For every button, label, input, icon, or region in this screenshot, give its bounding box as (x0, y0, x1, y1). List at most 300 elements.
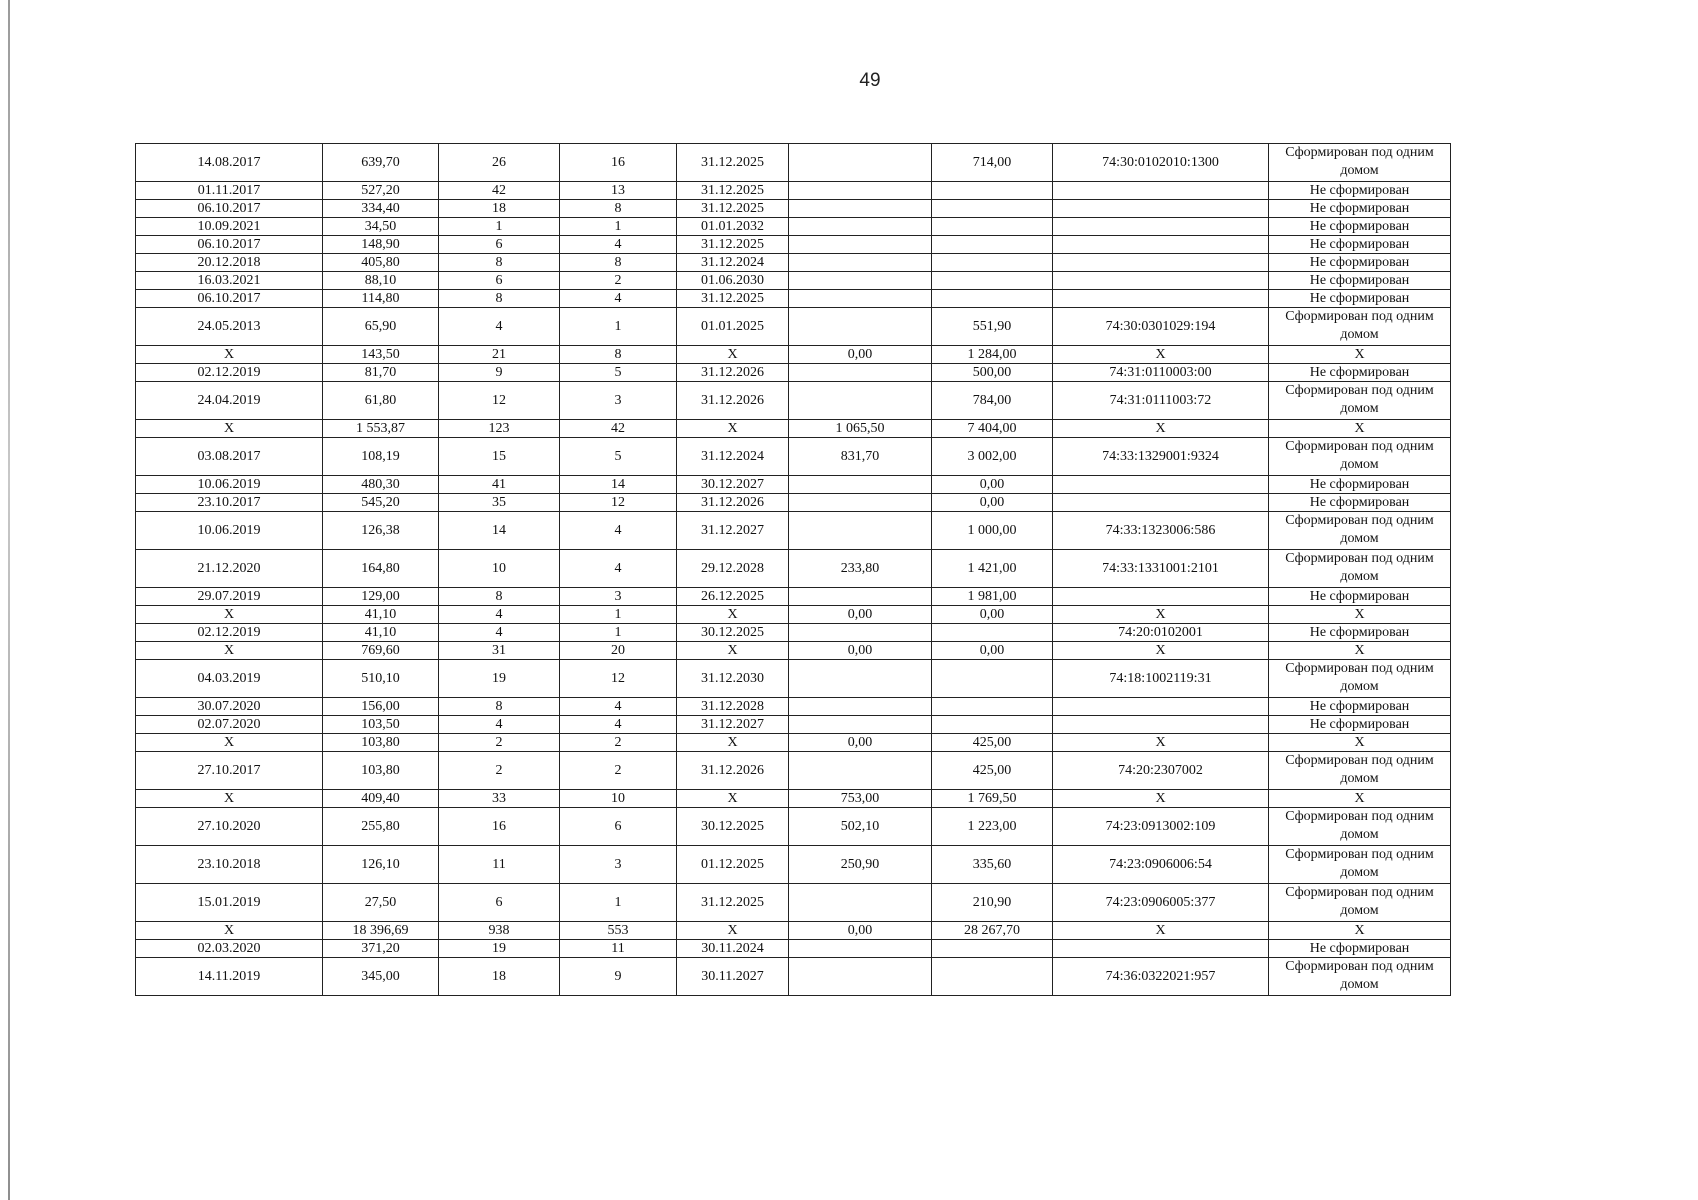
cell-date: 23.10.2017 (136, 494, 323, 512)
cell-count-a: 18 (439, 958, 560, 996)
cell-value (932, 958, 1053, 996)
cell-deadline: 31.12.2025 (677, 200, 789, 218)
cell-date: 29.07.2019 (136, 588, 323, 606)
cell-status: X (1269, 790, 1451, 808)
cell-amount: 0,00 (789, 606, 932, 624)
cell-deadline: X (677, 606, 789, 624)
cell-count-b: 2 (560, 734, 677, 752)
cell-amount (789, 182, 932, 200)
cell-date: X (136, 734, 323, 752)
table-row (136, 716, 1451, 734)
cell-area: 126,10 (323, 846, 439, 884)
cell-count-b: 4 (560, 290, 677, 308)
cell-deadline: X (677, 922, 789, 940)
cell-count-a: 6 (439, 884, 560, 922)
cell-deadline: 01.01.2032 (677, 218, 789, 236)
cell-cadastral-number: 74:23:0913002:109 (1053, 808, 1269, 846)
cell-status: Сформирован под одним домом (1269, 808, 1451, 846)
cell-cadastral-number (1053, 182, 1269, 200)
cell-area: 103,80 (323, 734, 439, 752)
cell-date: X (136, 606, 323, 624)
cell-count-b: 4 (560, 236, 677, 254)
cell-status: Сформирован под одним домом (1269, 382, 1451, 420)
cell-cadastral-number: X (1053, 642, 1269, 660)
cell-area: 114,80 (323, 290, 439, 308)
cell-date: 10.06.2019 (136, 512, 323, 550)
table-row (136, 200, 1451, 218)
cell-area: 41,10 (323, 606, 439, 624)
cell-value: 425,00 (932, 752, 1053, 790)
cell-cadastral-number (1053, 254, 1269, 272)
cell-status: Не сформирован (1269, 940, 1451, 958)
cell-amount (789, 752, 932, 790)
cell-status: X (1269, 606, 1451, 624)
cell-count-b: 3 (560, 846, 677, 884)
cell-date: 21.12.2020 (136, 550, 323, 588)
table-row (136, 884, 1451, 922)
cell-deadline: 31.12.2025 (677, 144, 789, 182)
cell-cadastral-number: 74:33:1329001:9324 (1053, 438, 1269, 476)
cell-amount (789, 218, 932, 236)
cell-date: 27.10.2020 (136, 808, 323, 846)
table-row (136, 182, 1451, 200)
cell-area: 108,19 (323, 438, 439, 476)
cell-cadastral-number: X (1053, 606, 1269, 624)
cell-count-a: 10 (439, 550, 560, 588)
cell-amount (789, 254, 932, 272)
cell-amount (789, 144, 932, 182)
cell-value: 1 284,00 (932, 346, 1053, 364)
cell-amount (789, 494, 932, 512)
cell-status: Не сформирован (1269, 624, 1451, 642)
cell-cadastral-number (1053, 716, 1269, 734)
cell-value (932, 218, 1053, 236)
cell-amount (789, 698, 932, 716)
cell-deadline: 30.12.2025 (677, 808, 789, 846)
cell-value (932, 624, 1053, 642)
cell-date: 02.03.2020 (136, 940, 323, 958)
cell-count-a: 19 (439, 660, 560, 698)
cell-count-a: 6 (439, 236, 560, 254)
cell-cadastral-number: X (1053, 790, 1269, 808)
cell-amount: 250,90 (789, 846, 932, 884)
cell-status: Сформирован под одним домом (1269, 550, 1451, 588)
cell-date: X (136, 346, 323, 364)
cell-area: 527,20 (323, 182, 439, 200)
cell-count-a: 123 (439, 420, 560, 438)
cell-amount (789, 382, 932, 420)
page-number: 49 (859, 70, 881, 91)
cell-amount: 0,00 (789, 346, 932, 364)
cell-deadline: 31.12.2026 (677, 364, 789, 382)
cell-status: Не сформирован (1269, 254, 1451, 272)
cell-cadastral-number (1053, 476, 1269, 494)
cell-count-a: 35 (439, 494, 560, 512)
cell-count-a: 15 (439, 438, 560, 476)
cell-deadline: X (677, 420, 789, 438)
cell-count-b: 16 (560, 144, 677, 182)
cell-value: 28 267,70 (932, 922, 1053, 940)
cell-count-a: 11 (439, 846, 560, 884)
cell-cadastral-number (1053, 588, 1269, 606)
cell-deadline: 30.12.2025 (677, 624, 789, 642)
cell-cadastral-number: 74:18:1002119:31 (1053, 660, 1269, 698)
cell-status: Сформирован под одним домом (1269, 660, 1451, 698)
cell-area: 81,70 (323, 364, 439, 382)
cell-area: 769,60 (323, 642, 439, 660)
cell-deadline: 30.11.2027 (677, 958, 789, 996)
table-row (136, 588, 1451, 606)
cell-value: 714,00 (932, 144, 1053, 182)
cell-date: 01.11.2017 (136, 182, 323, 200)
table-row (136, 382, 1451, 420)
cell-area: 143,50 (323, 346, 439, 364)
cell-date: 27.10.2017 (136, 752, 323, 790)
cell-cadastral-number: 74:23:0906005:377 (1053, 884, 1269, 922)
cell-area: 41,10 (323, 624, 439, 642)
table-row (136, 752, 1451, 790)
cell-deadline: 31.12.2024 (677, 254, 789, 272)
cell-count-b: 6 (560, 808, 677, 846)
cell-date: 15.01.2019 (136, 884, 323, 922)
cell-count-b: 1 (560, 308, 677, 346)
cell-amount (789, 290, 932, 308)
cell-value: 0,00 (932, 494, 1053, 512)
table-body (136, 144, 1451, 996)
table-row (136, 606, 1451, 624)
cell-status: Сформирован под одним домом (1269, 144, 1451, 182)
cell-cadastral-number (1053, 272, 1269, 290)
cell-amount (789, 200, 932, 218)
cell-count-b: 3 (560, 382, 677, 420)
cell-value (932, 290, 1053, 308)
table-row (136, 290, 1451, 308)
cell-area: 480,30 (323, 476, 439, 494)
cell-date: 23.10.2018 (136, 846, 323, 884)
cell-amount (789, 884, 932, 922)
scan-edge (8, 0, 10, 1200)
cell-amount (789, 236, 932, 254)
cell-status: Сформирован под одним домом (1269, 438, 1451, 476)
cell-date: 24.04.2019 (136, 382, 323, 420)
cell-count-a: 18 (439, 200, 560, 218)
cell-area: 34,50 (323, 218, 439, 236)
cell-cadastral-number: 74:31:0111003:72 (1053, 382, 1269, 420)
table-row (136, 642, 1451, 660)
cell-deadline: 01.12.2025 (677, 846, 789, 884)
cell-count-a: 41 (439, 476, 560, 494)
cell-value: 335,60 (932, 846, 1053, 884)
cell-deadline: X (677, 734, 789, 752)
cell-deadline: 01.06.2030 (677, 272, 789, 290)
cell-count-a: 2 (439, 734, 560, 752)
cell-amount (789, 716, 932, 734)
cell-status: Не сформирован (1269, 182, 1451, 200)
cell-count-b: 12 (560, 494, 677, 512)
cell-amount: 0,00 (789, 734, 932, 752)
cell-status: Сформирован под одним домом (1269, 884, 1451, 922)
cell-cadastral-number: X (1053, 346, 1269, 364)
table-row (136, 476, 1451, 494)
cell-count-b: 42 (560, 420, 677, 438)
cell-amount: 831,70 (789, 438, 932, 476)
cell-date: X (136, 790, 323, 808)
cell-count-a: 21 (439, 346, 560, 364)
cell-count-b: 10 (560, 790, 677, 808)
cell-amount: 233,80 (789, 550, 932, 588)
cell-cadastral-number (1053, 940, 1269, 958)
cell-status: X (1269, 420, 1451, 438)
cell-deadline: X (677, 642, 789, 660)
cell-count-b: 14 (560, 476, 677, 494)
cell-date: 14.08.2017 (136, 144, 323, 182)
table-row (136, 420, 1451, 438)
cell-status: Сформирован под одним домом (1269, 512, 1451, 550)
cell-value (932, 200, 1053, 218)
cell-date: 16.03.2021 (136, 272, 323, 290)
cell-date: 02.12.2019 (136, 624, 323, 642)
cell-count-a: 4 (439, 716, 560, 734)
cell-count-b: 1 (560, 884, 677, 922)
cell-area: 65,90 (323, 308, 439, 346)
cell-count-a: 9 (439, 364, 560, 382)
table-row (136, 254, 1451, 272)
cell-value: 1 223,00 (932, 808, 1053, 846)
cell-deadline: X (677, 346, 789, 364)
cell-value: 3 002,00 (932, 438, 1053, 476)
cell-deadline: 01.01.2025 (677, 308, 789, 346)
cell-amount: 0,00 (789, 642, 932, 660)
cell-count-a: 938 (439, 922, 560, 940)
cell-cadastral-number: 74:20:2307002 (1053, 752, 1269, 790)
cell-value: 551,90 (932, 308, 1053, 346)
cell-status: Не сформирован (1269, 588, 1451, 606)
cell-cadastral-number: 74:31:0110003:00 (1053, 364, 1269, 382)
cell-area: 88,10 (323, 272, 439, 290)
cell-value: 1 421,00 (932, 550, 1053, 588)
table-row (136, 940, 1451, 958)
cell-deadline: 31.12.2030 (677, 660, 789, 698)
cell-value (932, 660, 1053, 698)
cell-amount (789, 624, 932, 642)
cell-area: 126,38 (323, 512, 439, 550)
cell-area: 156,00 (323, 698, 439, 716)
table-row (136, 346, 1451, 364)
cell-deadline: 31.12.2026 (677, 494, 789, 512)
cell-count-a: 2 (439, 752, 560, 790)
cell-date: 24.05.2013 (136, 308, 323, 346)
table-row (136, 790, 1451, 808)
cell-cadastral-number: 74:20:0102001 (1053, 624, 1269, 642)
cell-value: 0,00 (932, 476, 1053, 494)
cell-value (932, 940, 1053, 958)
cell-cadastral-number (1053, 290, 1269, 308)
cell-area: 510,10 (323, 660, 439, 698)
cell-date: X (136, 922, 323, 940)
cell-amount: 502,10 (789, 808, 932, 846)
cell-count-b: 4 (560, 550, 677, 588)
cell-count-b: 5 (560, 364, 677, 382)
cell-value: 500,00 (932, 364, 1053, 382)
table-row (136, 734, 1451, 752)
cell-status: X (1269, 642, 1451, 660)
cell-amount: 0,00 (789, 922, 932, 940)
cell-area: 129,00 (323, 588, 439, 606)
cell-date: 06.10.2017 (136, 200, 323, 218)
cell-count-a: 42 (439, 182, 560, 200)
cell-status: Не сформирован (1269, 364, 1451, 382)
cell-status: Не сформирован (1269, 476, 1451, 494)
cell-area: 409,40 (323, 790, 439, 808)
cell-count-a: 31 (439, 642, 560, 660)
cell-area: 639,70 (323, 144, 439, 182)
table-row (136, 698, 1451, 716)
table-row (136, 438, 1451, 476)
table-row (136, 808, 1451, 846)
cell-area: 345,00 (323, 958, 439, 996)
table-row (136, 624, 1451, 642)
table-row (136, 272, 1451, 290)
table-row (136, 494, 1451, 512)
cell-count-b: 11 (560, 940, 677, 958)
cell-area: 405,80 (323, 254, 439, 272)
cell-status: X (1269, 346, 1451, 364)
cell-value: 1 981,00 (932, 588, 1053, 606)
cell-count-b: 4 (560, 512, 677, 550)
cell-count-b: 5 (560, 438, 677, 476)
registry-table (135, 143, 1451, 996)
cell-count-a: 6 (439, 272, 560, 290)
cell-area: 255,80 (323, 808, 439, 846)
cell-status: Не сформирован (1269, 698, 1451, 716)
cell-value (932, 236, 1053, 254)
cell-date: 02.07.2020 (136, 716, 323, 734)
cell-area: 61,80 (323, 382, 439, 420)
table-row (136, 660, 1451, 698)
cell-date: 20.12.2018 (136, 254, 323, 272)
cell-count-a: 8 (439, 698, 560, 716)
cell-amount (789, 940, 932, 958)
cell-status: Сформирован под одним домом (1269, 308, 1451, 346)
cell-deadline: 31.12.2028 (677, 698, 789, 716)
cell-count-a: 12 (439, 382, 560, 420)
cell-status: X (1269, 734, 1451, 752)
cell-amount (789, 512, 932, 550)
cell-date: 02.12.2019 (136, 364, 323, 382)
cell-date: 10.06.2019 (136, 476, 323, 494)
cell-cadastral-number (1053, 494, 1269, 512)
cell-cadastral-number (1053, 698, 1269, 716)
cell-count-b: 8 (560, 346, 677, 364)
cell-deadline: 31.12.2026 (677, 752, 789, 790)
cell-value (932, 716, 1053, 734)
table-row (136, 308, 1451, 346)
cell-amount: 753,00 (789, 790, 932, 808)
cell-date: X (136, 420, 323, 438)
cell-status: Сформирован под одним домом (1269, 846, 1451, 884)
cell-count-b: 8 (560, 254, 677, 272)
cell-status: Не сформирован (1269, 290, 1451, 308)
cell-amount (789, 476, 932, 494)
table-row (136, 236, 1451, 254)
cell-count-a: 33 (439, 790, 560, 808)
cell-count-a: 16 (439, 808, 560, 846)
cell-count-b: 2 (560, 752, 677, 790)
cell-count-a: 4 (439, 308, 560, 346)
cell-cadastral-number: 74:33:1331001:2101 (1053, 550, 1269, 588)
table-row (136, 846, 1451, 884)
cell-date: 06.10.2017 (136, 236, 323, 254)
cell-count-b: 8 (560, 200, 677, 218)
cell-amount (789, 958, 932, 996)
table-row (136, 922, 1451, 940)
cell-deadline: 30.11.2024 (677, 940, 789, 958)
cell-deadline: 31.12.2025 (677, 182, 789, 200)
cell-amount (789, 660, 932, 698)
cell-value: 425,00 (932, 734, 1053, 752)
cell-cadastral-number: 74:33:1323006:586 (1053, 512, 1269, 550)
cell-count-b: 1 (560, 606, 677, 624)
cell-value: 1 000,00 (932, 512, 1053, 550)
cell-deadline: 31.12.2027 (677, 512, 789, 550)
cell-date: 03.08.2017 (136, 438, 323, 476)
cell-count-b: 4 (560, 716, 677, 734)
cell-area: 1 553,87 (323, 420, 439, 438)
cell-deadline: 29.12.2028 (677, 550, 789, 588)
cell-date: X (136, 642, 323, 660)
cell-date: 06.10.2017 (136, 290, 323, 308)
table-row (136, 144, 1451, 182)
cell-value: 0,00 (932, 642, 1053, 660)
cell-status: Сформирован под одним домом (1269, 958, 1451, 996)
cell-count-b: 2 (560, 272, 677, 290)
cell-value: 1 769,50 (932, 790, 1053, 808)
cell-amount: 1 065,50 (789, 420, 932, 438)
cell-date: 04.03.2019 (136, 660, 323, 698)
cell-status: Не сформирован (1269, 494, 1451, 512)
cell-status: Не сформирован (1269, 272, 1451, 290)
cell-cadastral-number (1053, 200, 1269, 218)
table-row (136, 512, 1451, 550)
cell-value (932, 272, 1053, 290)
cell-value: 784,00 (932, 382, 1053, 420)
cell-count-a: 8 (439, 290, 560, 308)
cell-cadastral-number: 74:36:0322021:957 (1053, 958, 1269, 996)
cell-count-a: 19 (439, 940, 560, 958)
cell-date: 30.07.2020 (136, 698, 323, 716)
cell-amount (789, 588, 932, 606)
cell-status: Не сформирован (1269, 716, 1451, 734)
cell-deadline: X (677, 790, 789, 808)
cell-value: 210,90 (932, 884, 1053, 922)
cell-status: Сформирован под одним домом (1269, 752, 1451, 790)
cell-deadline: 31.12.2025 (677, 236, 789, 254)
cell-count-a: 4 (439, 624, 560, 642)
cell-cadastral-number (1053, 236, 1269, 254)
cell-area: 27,50 (323, 884, 439, 922)
cell-deadline: 31.12.2025 (677, 290, 789, 308)
cell-status: Не сформирован (1269, 218, 1451, 236)
cell-count-a: 8 (439, 254, 560, 272)
cell-deadline: 31.12.2025 (677, 884, 789, 922)
cell-count-b: 4 (560, 698, 677, 716)
cell-count-b: 13 (560, 182, 677, 200)
cell-amount (789, 272, 932, 290)
cell-deadline: 30.12.2027 (677, 476, 789, 494)
cell-cadastral-number: 74:23:0906006:54 (1053, 846, 1269, 884)
cell-area: 545,20 (323, 494, 439, 512)
cell-value (932, 698, 1053, 716)
